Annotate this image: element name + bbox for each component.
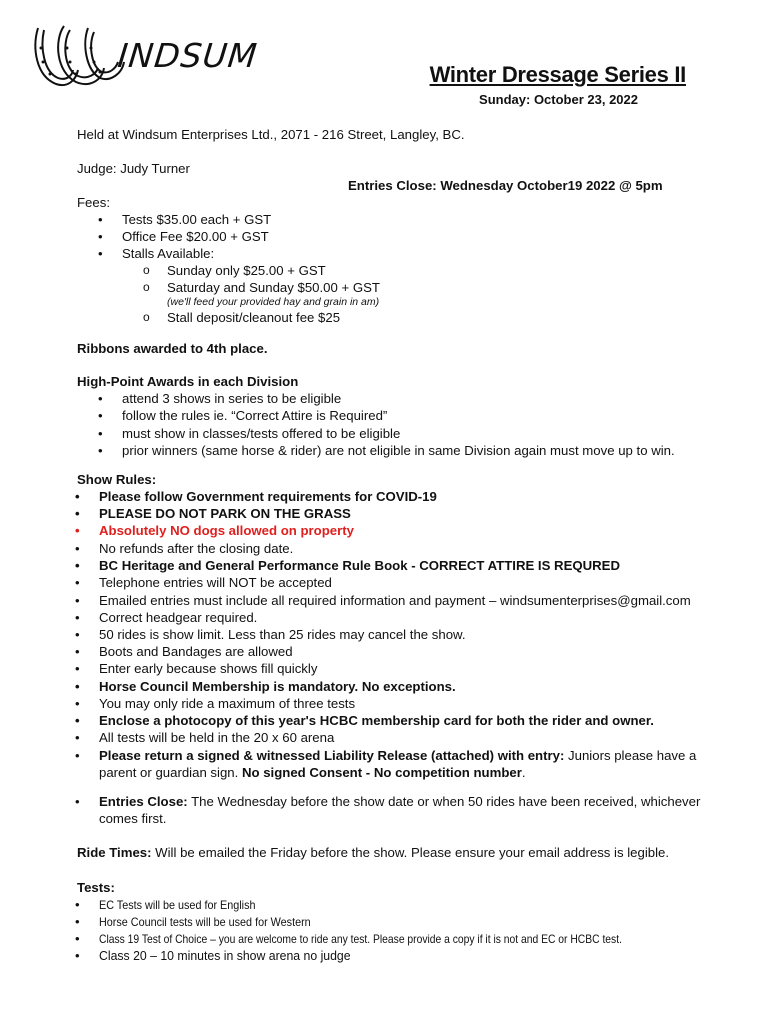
- test-item-text: Class 19 Test of Choice – you are welcome to ride any test. Please provide a copy if it is not and EC or HCBC test.: [99, 932, 622, 946]
- windsum-logo: [30, 18, 292, 90]
- liability-rule: [99, 748, 696, 763]
- high-point-item: • attend 3 shows in series to be eligible: [122, 391, 341, 406]
- rule-item: • Boots and Bandages are allowed: [99, 644, 293, 659]
- stall-item: o Stall deposit/cleanout fee $25: [167, 310, 340, 325]
- rule-item: • Horse Council Membership is mandatory. No exceptions.: [99, 679, 456, 694]
- test-item-text: EC Tests will be used for English: [99, 898, 256, 912]
- entries-normal: The Wednesday before the show date or when 50 rides have been received, whichever: [187, 794, 701, 809]
- rule-item: • Please follow Government requirements for COVID-19: [99, 489, 437, 504]
- liability-line2b: No signed Consent - No competition number: [241, 765, 522, 780]
- stall-item: o Saturday and Sunday $50.00 + GST: [167, 280, 380, 295]
- entries-bold: Entries Close:: [99, 794, 188, 809]
- test-item-text: Class 20 – 10 minutes in show arena no judge: [99, 948, 351, 963]
- rule-item: • 50 rides is show limit. Less than 25 rides may cancel the show.: [99, 627, 466, 642]
- fee-item: • Tests $35.00 each + GST: [122, 212, 271, 227]
- rule-item: • Enclose a photocopy of this year's HCBC membership card for both the rider and owner.: [99, 713, 654, 728]
- liability-line2: [99, 765, 526, 780]
- judge-line: Judge: Judy Turner: [77, 161, 190, 176]
- ribbons-line: Ribbons awarded to 4th place.: [77, 341, 268, 356]
- stall-note: (we'll feed your provided hay and grain in am): [167, 296, 380, 308]
- ride-times-normal: Will be emailed the Friday before the show. Please ensure your email address is legible.: [151, 845, 670, 860]
- high-point-item: • must show in classes/tests offered to be eligible: [122, 426, 400, 441]
- rule-item: • Correct headgear required.: [99, 610, 257, 625]
- logo-text: INDSUM: [115, 36, 260, 75]
- test-item: [99, 914, 334, 929]
- fee-item: • Office Fee $20.00 + GST: [122, 229, 269, 244]
- ride-times-line: [77, 845, 669, 860]
- test-item: [99, 931, 707, 946]
- entries-close-line: Entries Close: Wednesday October19 2022 @ 5pm: [348, 178, 663, 193]
- high-point-item: • follow the rules ie. “Correct Attire is Required”: [122, 408, 387, 423]
- entries-line2: comes first.: [99, 811, 167, 826]
- event-date: Sunday: October 23, 2022: [479, 92, 638, 107]
- rule-item: • No refunds after the closing date.: [99, 541, 293, 556]
- rule-item: • You may only ride a maximum of three tests: [99, 696, 355, 711]
- liability-bold: Please return a signed & witnessed Liability Release (attached) with entry:: [99, 748, 565, 763]
- high-point-item: • prior winners (same horse & rider) are not eligible in same Division again must move up to win.: [122, 443, 675, 458]
- stall-item: o Sunday only $25.00 + GST: [167, 263, 326, 278]
- liability-line2a: parent or guardian sign.: [99, 765, 242, 780]
- test-item: [99, 897, 273, 912]
- rule-item: • BC Heritage and General Performance Rule Book - CORRECT ATTIRE IS REQURED: [99, 558, 620, 573]
- location-line: Held at Windsum Enterprises Ltd., 2071 - 216 Street, Langley, BC.: [77, 127, 465, 142]
- horseshoe-logo-icon: [30, 18, 130, 90]
- rule-item-no-dogs: • Absolutely NO dogs allowed on property: [99, 523, 354, 538]
- fees-heading: Fees:: [77, 195, 110, 210]
- rule-item: • All tests will be held in the 20 x 60 arena: [99, 730, 334, 745]
- rule-item: • Telephone entries will NOT be accepted: [99, 575, 332, 590]
- rule-item: • Enter early because shows fill quickly: [99, 661, 317, 676]
- test-item: [99, 948, 370, 963]
- entries-rule: [99, 794, 700, 809]
- show-rules-heading: Show Rules:: [77, 472, 157, 487]
- liability-normal: Juniors please have a: [564, 748, 697, 763]
- rule-item: • Emailed entries must include all required information and payment – windsumenterprises@gmail.com: [99, 593, 691, 608]
- tests-heading: Tests:: [77, 880, 115, 895]
- high-point-heading: High-Point Awards in each Division: [77, 374, 299, 389]
- fee-item: • Stalls Available:: [122, 246, 214, 261]
- ride-times-bold: Ride Times:: [77, 845, 152, 860]
- test-item-text: Horse Council tests will be used for Western: [99, 915, 311, 929]
- liability-line2c: .: [521, 765, 526, 780]
- page-title: Winter Dressage Series II: [429, 62, 686, 87]
- rule-item: • PLEASE DO NOT PARK ON THE GRASS: [99, 506, 351, 521]
